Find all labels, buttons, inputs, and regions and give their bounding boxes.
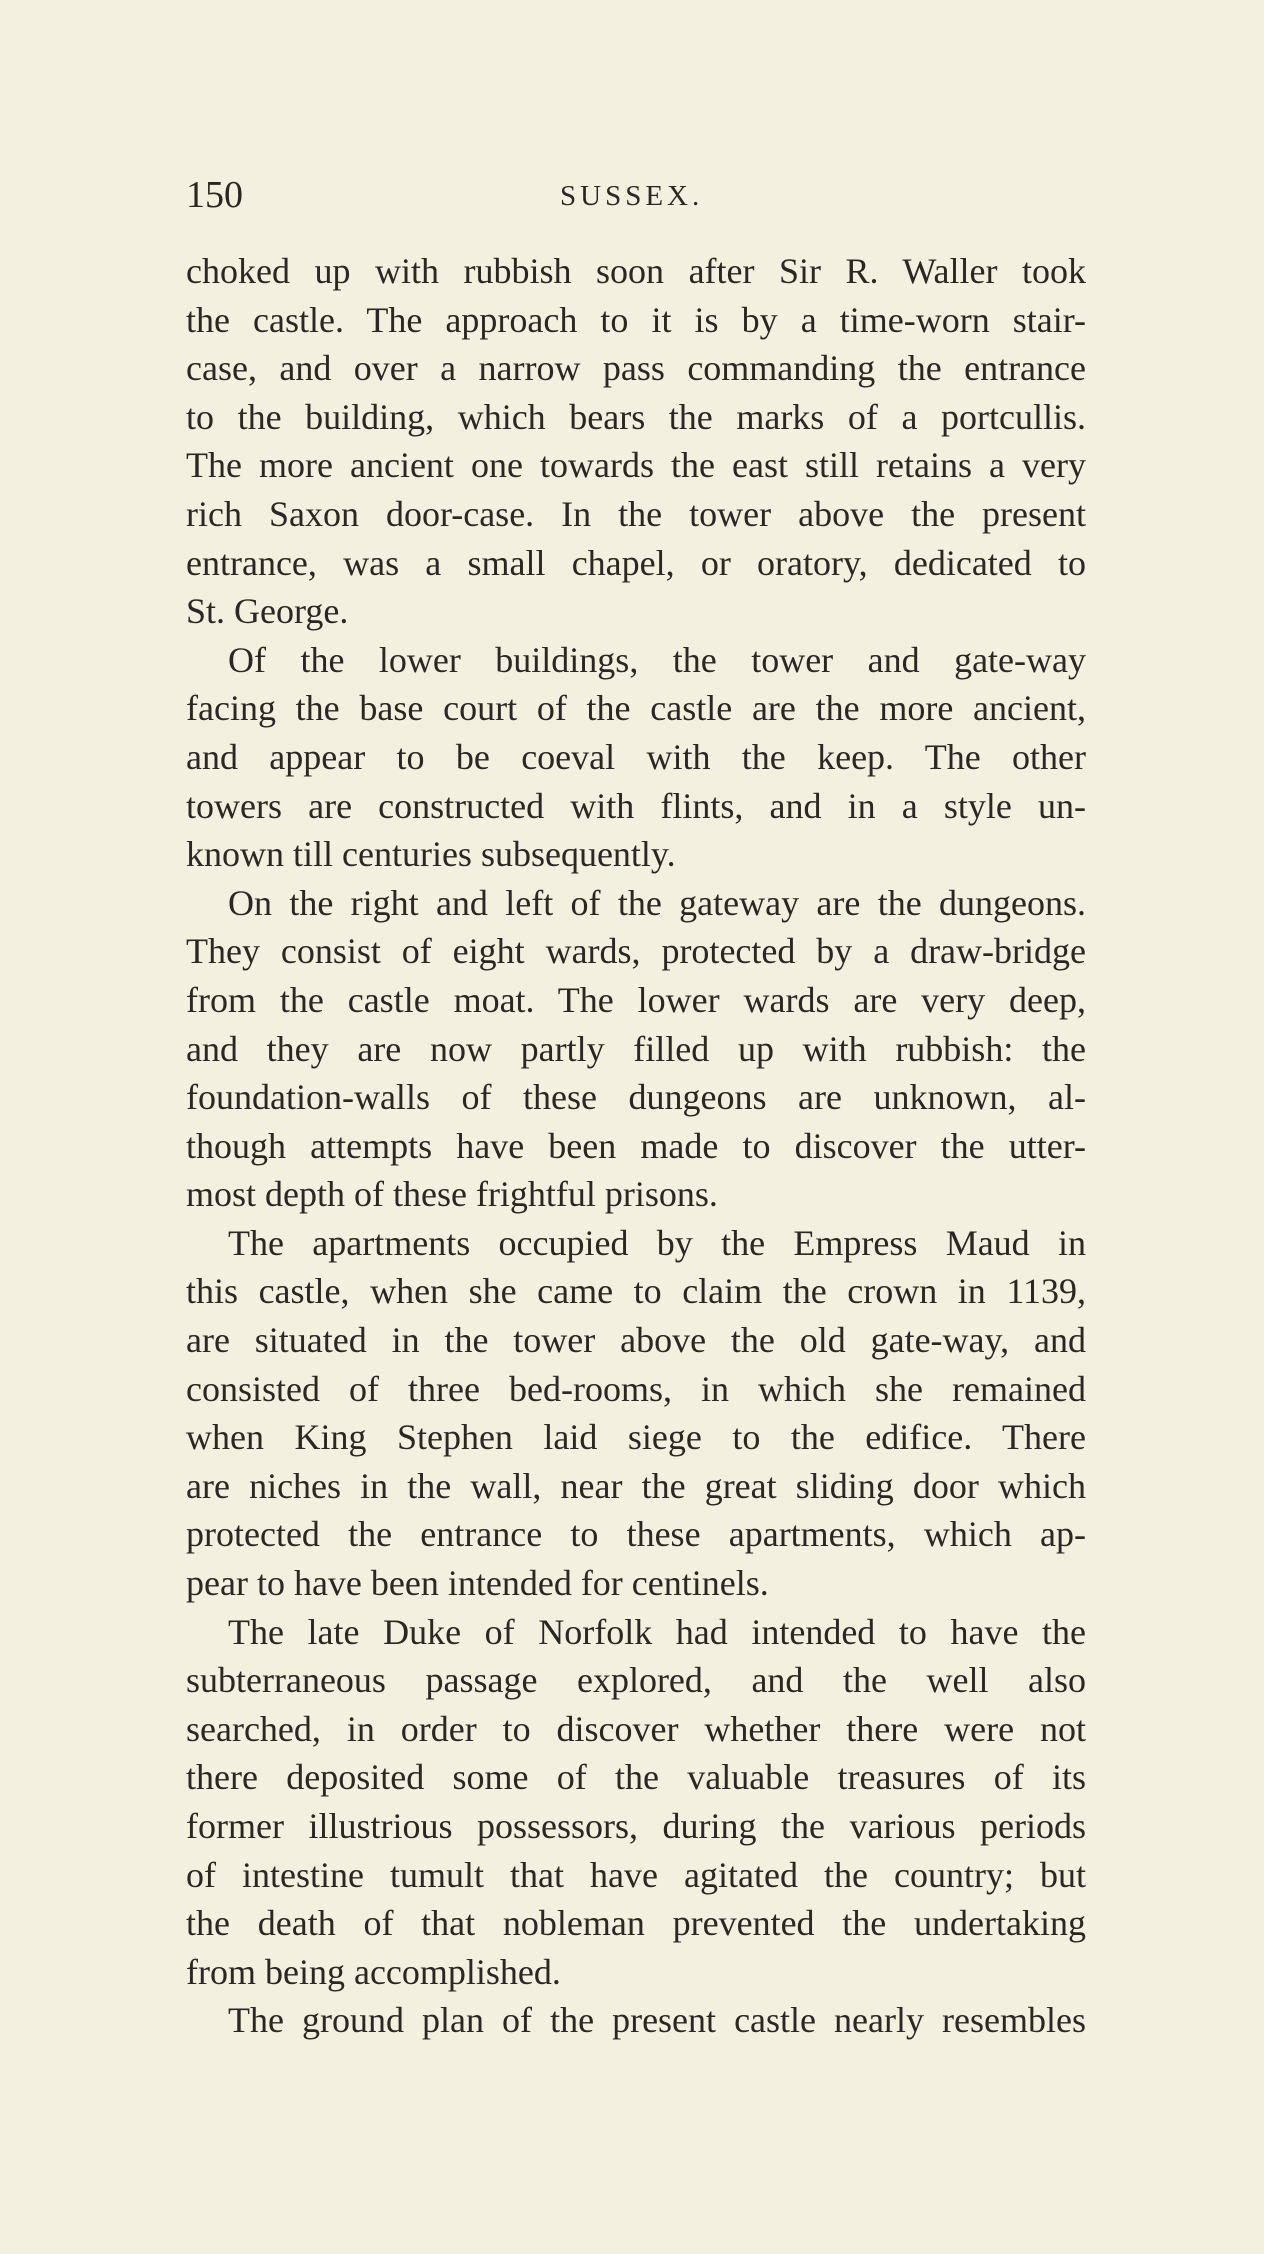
text-line: searched, in order to discover whether there were not [186,1708,1086,1749]
text-line: They consist of eight wards, protected by a draw-bridge [186,931,1086,972]
running-title: SUSSEX. [560,180,704,212]
text-line: are situated in the tower above the old gate-way, and [186,1320,1086,1361]
text-line: The apartments occupied by the Empress Maud in [228,1222,1086,1263]
text-line: On the right and left of the gateway are the dungeons. [228,882,1086,923]
text-line: most depth of these frightful prisons. [186,1174,718,1215]
text-line: Of the lower buildings, the tower and gate-way [228,639,1086,680]
text-line: there deposited some of the valuable treasures of its [186,1757,1086,1798]
text-line: The late Duke of Norfolk had intended to have the [228,1611,1086,1652]
text-line: choked up with rubbish soon after Sir R. Waller took [186,251,1086,291]
page-number: 150 [186,174,243,216]
text-line: from the castle moat. The lower wards are very deep, [186,979,1086,1020]
text-line: subterraneous passage explored, and the well also [186,1660,1086,1701]
text-line: towers are constructed with flints, and in a style un- [186,785,1086,826]
text-line: facing the base court of the castle are the more ancient, [186,688,1086,729]
text-line: the death of that nobleman prevented the undertaking [186,1903,1086,1944]
text-line: from being accomplished. [186,1951,561,1992]
text-line: protected the entrance to these apartments, which ap- [186,1514,1086,1555]
text-line: St. George. [186,591,349,632]
running-head [186,170,1086,220]
text-line: this castle, when she came to claim the crown in 1139, [186,1271,1086,1312]
text-line: and appear to be coeval with the keep. The other [186,736,1086,777]
text-line: consisted of three bed-rooms, in which she remained [186,1368,1086,1409]
text-line: though attempts have been made to discover the utter- [186,1125,1086,1166]
text-line: entrance, was a small chapel, or oratory, dedicated to [186,542,1086,583]
text-line: former illustrious possessors, during the various periods [186,1806,1086,1846]
text-line: pear to have been intended for centinels. [186,1563,769,1604]
text-line: The ground plan of the present castle nearly resembles [228,2000,1086,2041]
text-line: are niches in the wall, near the great sliding door which [186,1465,1086,1506]
text-line: case, and over a narrow pass commanding the entrance [186,348,1086,389]
text-line: rich Saxon door-case. In the tower above the present [186,493,1086,534]
text-line: of intestine tumult that have agitated the country; but [186,1854,1086,1895]
body-text [186,247,1086,2045]
text-line: and they are now partly filled up with rubbish: the [186,1028,1086,1069]
text-line: when King Stephen laid siege to the edifice. There [186,1417,1086,1458]
text-line: to the building, which bears the marks of a portcullis. [186,396,1086,437]
text-line: the castle. The approach to it is by a time-worn stair- [186,299,1086,340]
text-line: known till centuries subsequently. [186,834,676,875]
text-line: foundation-walls of these dungeons are unknown, al- [186,1077,1086,1118]
text-line: The more ancient one towards the east still retains a very [186,445,1086,486]
